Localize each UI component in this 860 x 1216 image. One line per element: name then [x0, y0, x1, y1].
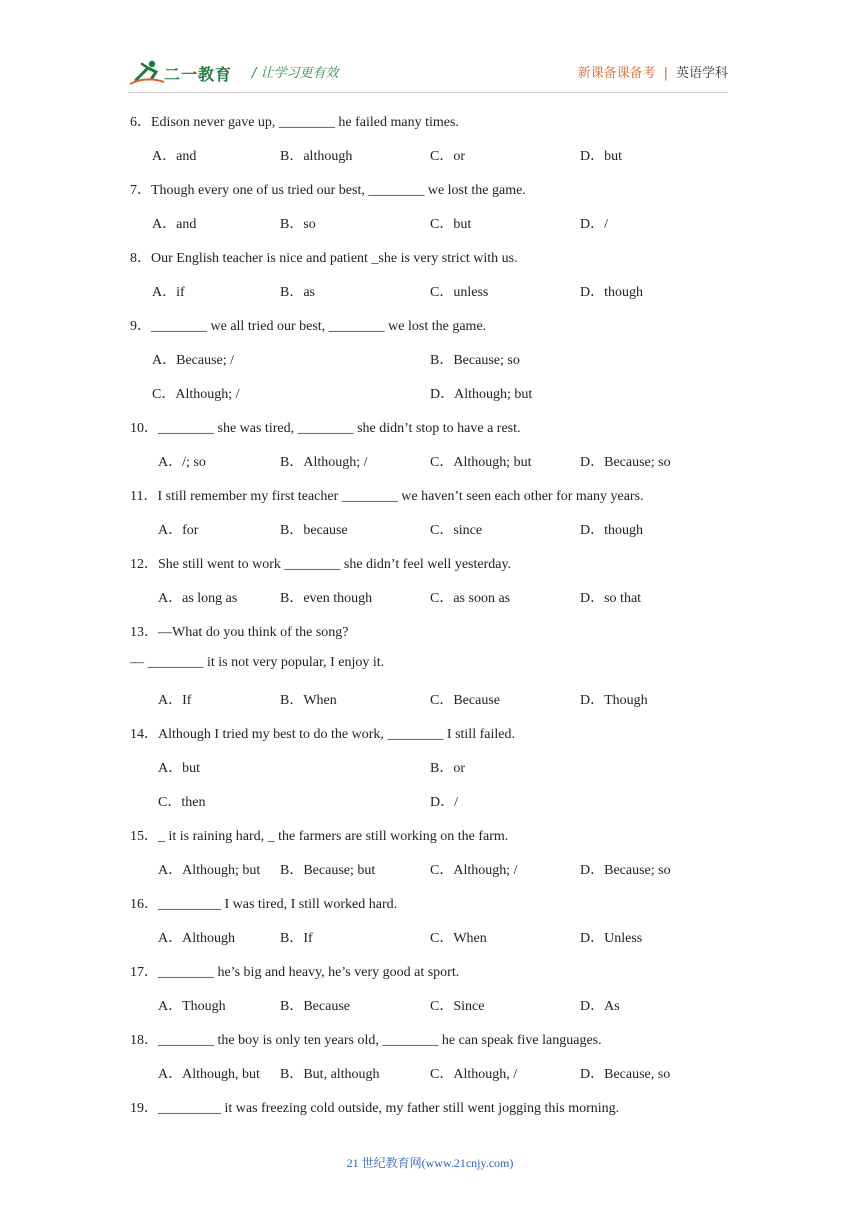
option-choice[interactable]: D．Because, so	[580, 1067, 671, 1082]
tagline-separator: |	[663, 66, 668, 81]
option-choice[interactable]: A．/; so	[158, 455, 206, 470]
option-choice[interactable]: A．and	[152, 149, 197, 164]
option-choice[interactable]: C．as soon as	[430, 591, 511, 606]
option-choice[interactable]: B．Because; but	[280, 863, 376, 878]
logo-text: 二一教育	[164, 65, 233, 84]
option-choice[interactable]: B．even though	[280, 591, 373, 606]
runner-logo-icon	[128, 58, 168, 88]
footer-source: 21 世纪教育网(www.21cnjy.com)	[346, 1156, 514, 1170]
question-stem: 7．Though every one of us tried our best, ________ we lost the game.	[130, 183, 526, 198]
option-choice[interactable]: B．Although; /	[280, 455, 368, 470]
option-choice[interactable]: B．If	[280, 931, 313, 946]
option-choice[interactable]: A．Because; /	[152, 353, 235, 368]
option-choice[interactable]: C．Because	[430, 693, 500, 708]
question-stem: 19．_________ it was freezing cold outside, my father still went jogging this morning.	[130, 1101, 620, 1116]
option-choice[interactable]: A．If	[158, 693, 192, 708]
option-choice[interactable]: B．as	[280, 285, 315, 300]
option-choice[interactable]: A．if	[152, 285, 185, 300]
option-choice[interactable]: B．because	[280, 523, 348, 538]
question-stem: 8．Our English teacher is nice and patient _she is very strict with us.	[130, 251, 518, 266]
option-choice[interactable]: C．or	[430, 149, 465, 164]
option-choice[interactable]: C．Although; /	[430, 863, 518, 878]
question-stem: 11．I still remember my first teacher ________ we haven’t seen each other for many years.	[130, 489, 644, 504]
option-choice[interactable]: D．but	[580, 149, 622, 164]
option-choice[interactable]: A．as long as	[158, 591, 238, 606]
question-stem: 12．She still went to work ________ she didn’t feel well yesterday.	[130, 557, 512, 572]
option-choice[interactable]: B．although	[280, 149, 353, 164]
question-stem: 15．_ it is raining hard, _ the farmers are still working on the farm.	[130, 829, 509, 844]
option-choice[interactable]: D．though	[580, 285, 643, 300]
option-choice[interactable]: D．Unless	[580, 931, 643, 946]
option-choice[interactable]: B．When	[280, 693, 337, 708]
option-choice[interactable]: D．so that	[580, 591, 642, 606]
option-choice[interactable]: C．but	[430, 217, 472, 232]
question-stem: 16．_________ I was tired, I still worked hard.	[130, 897, 398, 912]
option-choice[interactable]: C．since	[430, 523, 483, 538]
option-choice[interactable]: A．for	[158, 523, 199, 538]
option-choice[interactable]: D．though	[580, 523, 643, 538]
option-choice[interactable]: D．Because; so	[580, 455, 671, 470]
option-choice[interactable]: B．Because; so	[430, 353, 520, 368]
option-choice[interactable]: A．Although	[158, 931, 235, 946]
option-choice[interactable]: A．and	[152, 217, 197, 232]
option-choice[interactable]: D．Though	[580, 693, 648, 708]
option-choice[interactable]: B．or	[430, 761, 465, 776]
page-header	[128, 56, 728, 90]
option-choice[interactable]: C．Although, /	[430, 1067, 518, 1082]
option-choice[interactable]: D．/	[430, 795, 458, 810]
question-stem-continued: — ________ it is not very popular, I enjoy it.	[130, 655, 385, 670]
question-stem: 13．—What do you think of the song?	[130, 625, 349, 640]
option-choice[interactable]: B．so	[280, 217, 316, 232]
question-stem: 17．________ he’s big and heavy, he’s very good at sport.	[130, 965, 460, 980]
option-choice[interactable]: D．As	[580, 999, 620, 1014]
option-choice[interactable]: C．then	[158, 795, 206, 810]
option-choice[interactable]: C．Since	[430, 999, 485, 1014]
option-choice[interactable]: A．Though	[158, 999, 226, 1014]
question-stem: 10．________ she was tired, ________ she didn’t stop to have a rest.	[130, 421, 521, 436]
question-stem: 14．Although I tried my best to do the work, ________ I still failed.	[130, 727, 515, 742]
header-divider	[128, 92, 728, 93]
option-choice[interactable]: D．Although; but	[430, 387, 533, 402]
option-choice[interactable]: D．Because; so	[580, 863, 671, 878]
option-choice[interactable]: A．Although; but	[158, 863, 261, 878]
option-choice[interactable]: B．Because	[280, 999, 350, 1014]
tagline-left: 新课备课备考	[577, 66, 656, 81]
option-choice[interactable]: B．But, although	[280, 1067, 380, 1082]
question-stem: 18．________ the boy is only ten years old, ________ he can speak five languages.	[130, 1033, 602, 1048]
option-choice[interactable]: C．Although; /	[152, 387, 240, 402]
logo	[128, 58, 246, 88]
question-stem: 6．Edison never gave up, ________ he failed many times.	[130, 115, 459, 130]
option-choice[interactable]: C．Although; but	[430, 455, 532, 470]
subject-tagline	[578, 62, 728, 81]
question-stem: 9．________ we all tried our best, ________ we lost the game.	[130, 319, 487, 334]
slogan: / 让学习更有效	[252, 66, 339, 81]
option-choice[interactable]: A．Although, but	[158, 1067, 260, 1082]
tagline-right: 英语学科	[675, 66, 728, 81]
option-choice[interactable]: C．When	[430, 931, 487, 946]
option-choice[interactable]: D．/	[580, 217, 608, 232]
option-choice[interactable]: A．but	[158, 761, 200, 776]
option-choice[interactable]: C．unless	[430, 285, 489, 300]
